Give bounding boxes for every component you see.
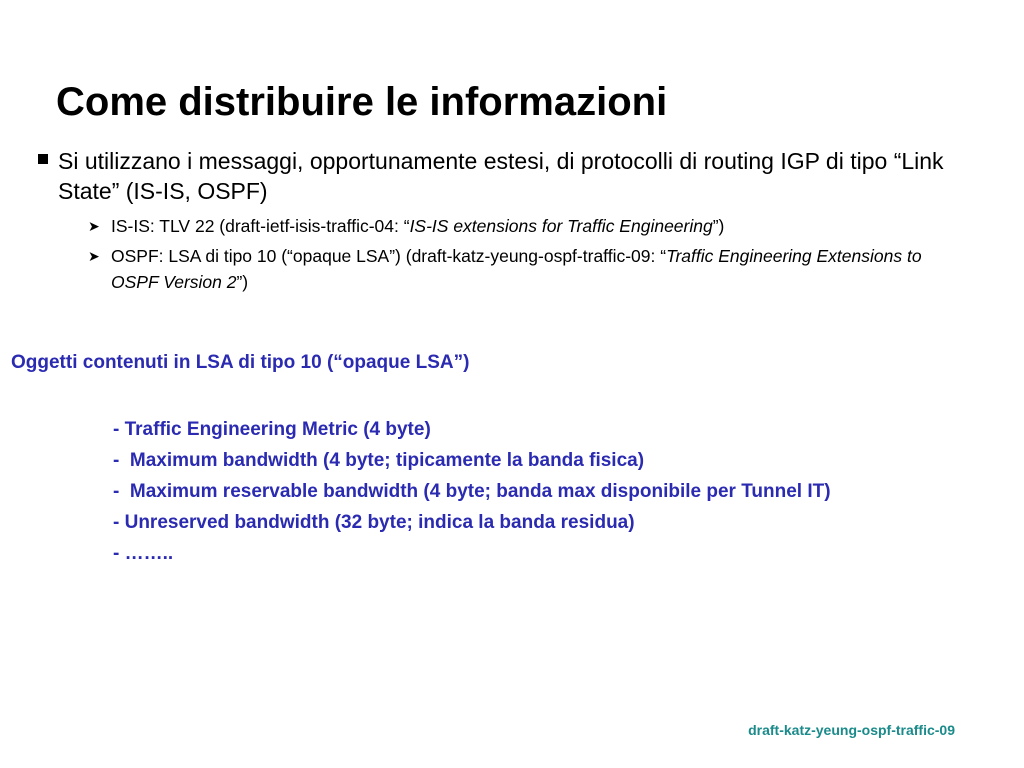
- sub-bullet-ospf-italic: Traffic Engineering Extensions to OSPF Version 2: [111, 246, 922, 292]
- arrow-bullet-icon: ➤: [88, 218, 100, 234]
- sub-bullet-isis-text: [111, 213, 968, 239]
- square-bullet-icon: [38, 154, 48, 164]
- footer-reference: draft-katz-yeung-ospf-traffic-09: [748, 722, 955, 738]
- main-bullet: [38, 146, 958, 206]
- list-item: - Unreserved bandwidth (32 byte; indica la banda residua): [113, 512, 635, 533]
- sub-bullet-isis-suffix: ”): [712, 216, 725, 236]
- sub-bullet-isis-prefix: IS-IS: TLV 22 (draft-ietf-isis-traffic-04: “: [111, 216, 410, 236]
- sub-bullet-isis-italic: IS-IS extensions for Traffic Engineering: [409, 216, 713, 236]
- sub-bullet-isis: [88, 213, 968, 239]
- list-item: - Traffic Engineering Metric (4 byte): [113, 419, 431, 440]
- arrow-bullet-icon: ➤: [88, 248, 100, 264]
- list-item: - ……..: [113, 543, 174, 564]
- sub-bullet-ospf-prefix: OSPF: LSA di tipo 10 (“opaque LSA”) (draft-katz-yeung-ospf-traffic-09: “: [111, 246, 667, 266]
- sub-bullet-ospf-suffix: ”): [236, 272, 249, 292]
- objects-list: [113, 414, 973, 569]
- list-item: - Maximum reservable bandwidth (4 byte; banda max disponibile per Tunnel IT): [113, 481, 831, 502]
- list-item: - Maximum bandwidth (4 byte; tipicamente la banda fisica): [113, 450, 645, 471]
- slide-title: Come distribuire le informazioni: [56, 80, 668, 124]
- sub-bullet-ospf: [88, 243, 968, 295]
- sub-bullet-ospf-text: [111, 243, 968, 295]
- main-bullet-text: Si utilizzano i messaggi, opportunamente estesi, di protocolli di routing IGP di tipo “Link State” (IS-IS, OSPF): [58, 148, 944, 204]
- objects-heading: Oggetti contenuti in LSA di tipo 10 (“opaque LSA”): [11, 352, 470, 373]
